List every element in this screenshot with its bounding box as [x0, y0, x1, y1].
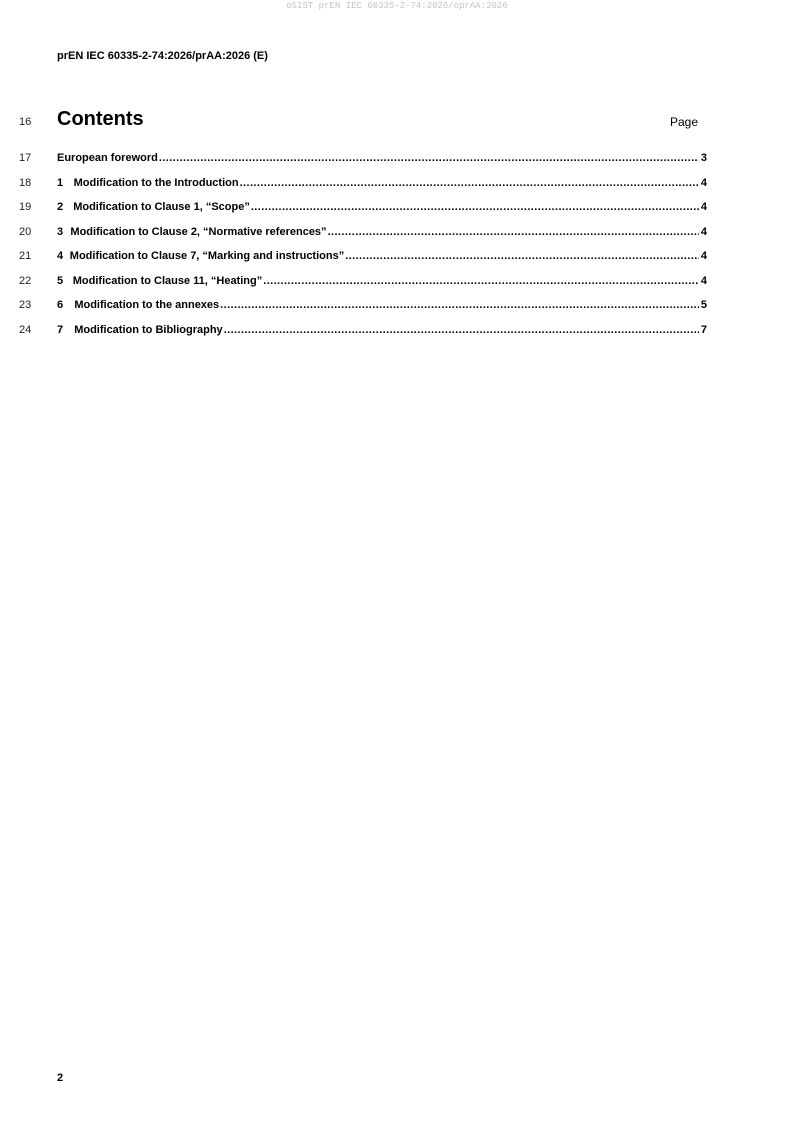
- line-number: 23: [19, 299, 32, 311]
- toc-row: [0, 321, 794, 346]
- contents-title: Contents: [57, 108, 144, 130]
- line-number: 22: [19, 274, 32, 287]
- toc-entry-number: 2: [57, 201, 64, 213]
- toc-entry-number: 7: [57, 323, 64, 336]
- toc-entry-bibliography[interactable]: [57, 324, 707, 336]
- toc-entry-number: 1: [57, 176, 64, 189]
- toc-entry-title: Modification to Clause 1, “Scope”: [73, 201, 250, 213]
- toc-entry-number: 3: [57, 225, 64, 238]
- toc-entry-page: 3: [700, 152, 707, 164]
- toc-entry-clause-1-scope[interactable]: [57, 201, 707, 213]
- toc-row: [0, 174, 794, 199]
- toc-entry-title: Modification to Clause 11, “Heating”: [72, 274, 263, 287]
- page-column-label: Page: [670, 115, 699, 129]
- toc-list: [0, 149, 794, 345]
- dot-leader: [159, 152, 699, 164]
- toc-entry-page: 4: [700, 176, 707, 189]
- toc-entry-clause-7-marking[interactable]: [57, 250, 707, 262]
- line-number: 19: [19, 201, 32, 213]
- toc-entry-clause-11-heating[interactable]: [57, 275, 707, 287]
- dot-leader: [220, 299, 699, 311]
- toc-entry-page: 4: [700, 225, 707, 238]
- toc-entry-title: Modification to the Introduction: [73, 176, 239, 189]
- toc-entry-title: Modification to the annexes: [74, 299, 220, 311]
- toc-entry-page: 5: [700, 299, 707, 311]
- toc-entry-page: 4: [700, 201, 707, 213]
- toc-entry-page: 7: [700, 323, 707, 336]
- line-number: 21: [19, 250, 32, 262]
- toc-entry-annexes[interactable]: [57, 299, 707, 311]
- toc-entry-page: 4: [700, 274, 707, 287]
- toc-entry-page: 4: [700, 250, 707, 262]
- toc-entry-number: 4: [57, 250, 64, 262]
- line-number: 18: [19, 176, 32, 189]
- line-number: 16: [19, 116, 32, 128]
- watermark: oSIST prEN IEC 60335-2-74:2026/oprAA:2026: [286, 1, 508, 11]
- toc-row: [0, 149, 794, 174]
- toc-row: [0, 272, 794, 297]
- toc-row: [0, 247, 794, 272]
- toc-entry-introduction[interactable]: [57, 177, 707, 189]
- toc-entry-european-foreword[interactable]: [57, 152, 707, 164]
- toc-entry-title: Modification to Clause 7, “Marking and instructions”: [69, 250, 345, 262]
- toc-row: [0, 223, 794, 248]
- toc-row: [0, 296, 794, 321]
- contents-heading-row: [0, 108, 794, 134]
- dot-leader: [345, 250, 699, 262]
- toc-entry-number: 6: [57, 299, 64, 311]
- line-number: 24: [19, 323, 32, 336]
- line-number: 17: [19, 152, 32, 164]
- page-number: 2: [57, 1072, 64, 1084]
- dot-leader: [251, 201, 699, 213]
- document-identifier: prEN IEC 60335-2-74:2026/prAA:2026 (E): [57, 50, 268, 62]
- toc-entry-title: European foreword: [57, 152, 158, 164]
- toc-entry-clause-2-normative-references[interactable]: [57, 226, 707, 238]
- dot-leader: [328, 226, 699, 238]
- toc-entry-number: 5: [57, 274, 64, 287]
- dot-leader: [240, 177, 699, 189]
- toc-entry-title: Modification to Bibliography: [74, 323, 223, 336]
- dot-leader: [224, 324, 699, 336]
- line-number: 20: [19, 225, 32, 238]
- dot-leader: [263, 275, 699, 287]
- toc-entry-title: Modification to Clause 2, “Normative references”: [70, 225, 327, 238]
- toc-row: [0, 198, 794, 223]
